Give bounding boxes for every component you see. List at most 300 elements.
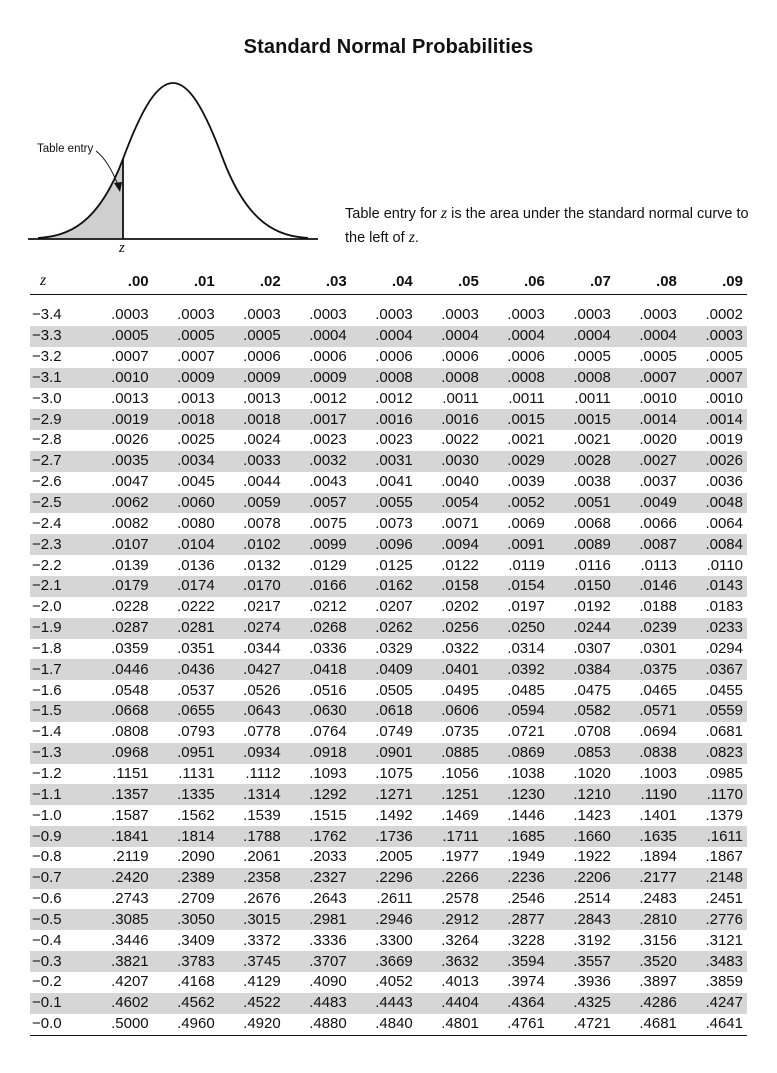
probability-cell: .0239: [615, 618, 681, 639]
probability-cell: .0594: [483, 701, 549, 722]
probability-cell: .3446: [111, 931, 149, 949]
probability-cell: .0968: [87, 743, 153, 764]
table-row: [30, 1014, 747, 1035]
probability-cell: .3669: [351, 951, 417, 972]
probability-cell: .0359: [111, 639, 149, 657]
probability-cell: .1660: [549, 826, 615, 847]
probability-cell: .0934: [219, 743, 285, 764]
spacer-cell: [30, 295, 747, 306]
probability-cell: .1762: [285, 826, 351, 847]
probability-cell: .0314: [507, 639, 545, 657]
probability-cell: .0526: [243, 681, 281, 699]
probability-cell: .0202: [441, 598, 479, 616]
column-header: .04: [351, 268, 417, 295]
probability-cell: .0233: [681, 618, 747, 639]
probability-cell: .3821: [87, 951, 153, 972]
z-value-cell: −2.2: [32, 556, 62, 574]
probability-cell: .3483: [681, 951, 747, 972]
probability-cell: .0256: [417, 618, 483, 639]
probability-cell: .1562: [177, 806, 215, 824]
probability-cell: .1788: [219, 826, 285, 847]
probability-cell: .2877: [483, 909, 549, 930]
probability-cell: .0268: [285, 618, 351, 639]
probability-cell: .0170: [219, 576, 285, 597]
z-value-cell: −3.2: [32, 348, 62, 366]
probability-cell: .4840: [351, 1014, 417, 1035]
probability-cell: .1170: [681, 784, 747, 805]
bell-curve: [38, 83, 308, 238]
probability-cell: .0032: [285, 451, 351, 472]
probability-cell: .0465: [639, 681, 677, 699]
probability-cell: .0262: [351, 618, 417, 639]
probability-cell: .1210: [549, 784, 615, 805]
z-value-cell: −2.3: [30, 534, 87, 555]
probability-cell: .3300: [375, 931, 413, 949]
table-header-row: [30, 268, 747, 295]
table-row: [30, 618, 747, 639]
probability-cell: .0166: [285, 576, 351, 597]
probability-cell: .0011: [574, 389, 611, 407]
probability-cell: .0287: [87, 618, 153, 639]
probability-cell: .0013: [111, 389, 149, 407]
probability-cell: .0901: [351, 743, 417, 764]
probability-cell: .0082: [111, 514, 149, 532]
probability-cell: .0107: [87, 534, 153, 555]
probability-cell: .0008: [483, 368, 549, 389]
probability-cell: .1401: [639, 806, 677, 824]
probability-cell: .0040: [441, 473, 479, 491]
probability-cell: .1020: [573, 764, 611, 782]
probability-cell: .0057: [285, 493, 351, 514]
probability-cell: .0183: [705, 598, 743, 616]
probability-cell: .0014: [615, 409, 681, 430]
probability-cell: .0003: [177, 306, 215, 324]
probability-cell: .0023: [309, 431, 347, 449]
probability-cell: .0139: [111, 556, 149, 574]
z-value-cell: −0.9: [30, 826, 87, 847]
probability-cell: .3897: [639, 973, 677, 991]
probability-cell: .0033: [219, 451, 285, 472]
probability-cell: .0192: [573, 598, 611, 616]
probability-cell: .0049: [615, 493, 681, 514]
probability-cell: .2611: [376, 890, 413, 908]
probability-cell: .0084: [681, 534, 747, 555]
probability-cell: .4364: [483, 993, 549, 1014]
probability-cell: .0207: [375, 598, 413, 616]
probability-cell: .0026: [111, 431, 149, 449]
probability-cell: .0951: [153, 743, 219, 764]
probability-cell: .0025: [177, 431, 215, 449]
probability-cell: .0080: [177, 514, 215, 532]
probability-cell: .0007: [681, 368, 747, 389]
z-value-cell: −1.0: [32, 806, 62, 824]
z-value-cell: −2.1: [30, 576, 87, 597]
probability-cell: .0668: [87, 701, 153, 722]
probability-cell: .1611: [681, 826, 747, 847]
probability-cell: .0018: [219, 409, 285, 430]
z-value-cell: −2.5: [30, 493, 87, 514]
probability-cell: .0344: [243, 639, 281, 657]
z-value-cell: −3.4: [32, 306, 62, 324]
z-value-cell: −2.0: [32, 598, 62, 616]
table-description: [345, 202, 765, 250]
probability-cell: .0009: [285, 368, 351, 389]
z-value-cell: −1.2: [32, 764, 62, 782]
z-value-cell: −3.1: [30, 368, 87, 389]
probability-cell: .2810: [615, 909, 681, 930]
table-entry-label: Table entry: [37, 143, 94, 155]
probability-cell: .0010: [705, 389, 743, 407]
probability-cell: .0146: [615, 576, 681, 597]
probability-cell: .0329: [375, 639, 413, 657]
table-row: [30, 909, 747, 930]
probability-cell: .1635: [615, 826, 681, 847]
probability-cell: .0749: [375, 723, 413, 741]
z-value-cell: −1.9: [30, 618, 87, 639]
column-header: .08: [615, 268, 681, 295]
table-row: [30, 513, 747, 534]
probability-cell: .1335: [153, 784, 219, 805]
probability-cell: .0029: [483, 451, 549, 472]
probability-cell: .1075: [375, 764, 413, 782]
probability-cell: .0013: [177, 389, 215, 407]
column-header: .01: [153, 268, 219, 295]
table-row: [30, 305, 747, 326]
probability-cell: .3156: [639, 931, 677, 949]
probability-cell: .0217: [243, 598, 281, 616]
probability-cell: .0021: [573, 431, 611, 449]
probability-cell: .0122: [441, 556, 479, 574]
probability-cell: .0045: [177, 473, 215, 491]
probability-cell: .4286: [615, 993, 681, 1014]
probability-cell: .0060: [153, 493, 219, 514]
table-body: [30, 295, 747, 1036]
probability-cell: .4721: [549, 1014, 615, 1035]
probability-cell: .0007: [177, 348, 215, 366]
column-header: .05: [417, 268, 483, 295]
probability-cell: .0475: [573, 681, 611, 699]
probability-table: [30, 268, 747, 1036]
probability-cell: .0044: [243, 473, 281, 491]
table-row: [30, 326, 747, 347]
probability-cell: .1736: [351, 826, 417, 847]
probability-cell: .2119: [112, 848, 149, 866]
table-row: [30, 993, 747, 1014]
probability-cell: .3050: [153, 909, 219, 930]
probability-cell: .0004: [417, 326, 483, 347]
table-row: [30, 930, 747, 951]
table-row: [30, 472, 747, 493]
probability-cell: .4602: [87, 993, 153, 1014]
probability-cell: .0367: [681, 659, 747, 680]
probability-cell: .1314: [219, 784, 285, 805]
z-value-cell: −2.4: [32, 514, 62, 532]
probability-cell: .0505: [375, 681, 413, 699]
probability-cell: .1056: [441, 764, 479, 782]
probability-cell: .3228: [507, 931, 545, 949]
table-row: [30, 639, 747, 660]
probability-cell: .0918: [285, 743, 351, 764]
probability-cell: .0007: [111, 348, 149, 366]
page-title: Standard Normal Probabilities: [243, 36, 534, 58]
shaded-area: [38, 159, 123, 238]
probability-cell: .0007: [615, 368, 681, 389]
table-row: [30, 368, 747, 389]
table-row: [30, 388, 747, 409]
probability-cell: .0618: [351, 701, 417, 722]
probability-cell: .1379: [705, 806, 743, 824]
probability-cell: .0019: [705, 431, 743, 449]
probability-cell: .0409: [351, 659, 417, 680]
probability-cell: .0004: [483, 326, 549, 347]
probability-cell: .0222: [177, 598, 215, 616]
probability-cell: .0068: [573, 514, 611, 532]
probability-cell: .3192: [573, 931, 611, 949]
probability-cell: .1038: [507, 764, 545, 782]
probability-cell: .0005: [219, 326, 285, 347]
probability-cell: .0022: [441, 431, 479, 449]
probability-cell: .3783: [153, 951, 219, 972]
probability-cell: .0089: [549, 534, 615, 555]
probability-cell: .0158: [417, 576, 483, 597]
table-row: [30, 451, 747, 472]
probability-cell: .0643: [219, 701, 285, 722]
probability-cell: .0035: [87, 451, 153, 472]
probability-cell: .0004: [615, 326, 681, 347]
description-text: Table entry for: [345, 206, 441, 222]
probability-cell: .0055: [351, 493, 417, 514]
probability-cell: .1492: [375, 806, 413, 824]
probability-cell: .2676: [243, 890, 281, 908]
table-row: [30, 597, 747, 618]
probability-cell: .0008: [549, 368, 615, 389]
z-value-cell: −0.3: [30, 951, 87, 972]
probability-cell: .2266: [417, 868, 483, 889]
probability-cell: .0059: [219, 493, 285, 514]
probability-cell: .0004: [549, 326, 615, 347]
column-header: .02: [219, 268, 285, 295]
probability-cell: .0016: [351, 409, 417, 430]
probability-cell: .0010: [639, 389, 677, 407]
probability-cell: .4920: [219, 1014, 285, 1035]
z-symbol: z: [440, 205, 448, 222]
probability-cell: .0008: [417, 368, 483, 389]
probability-cell: .0052: [483, 493, 549, 514]
probability-cell: .0485: [507, 681, 545, 699]
probability-cell: .2090: [177, 848, 215, 866]
probability-cell: .4681: [615, 1014, 681, 1035]
probability-cell: .2451: [705, 890, 743, 908]
probability-cell: .0537: [177, 681, 215, 699]
z-value-cell: −0.6: [32, 890, 62, 908]
probability-cell: .3085: [87, 909, 153, 930]
probability-cell: .1003: [639, 764, 677, 782]
probability-cell: .1446: [507, 806, 545, 824]
probability-cell: .0021: [507, 431, 545, 449]
probability-cell: .0150: [549, 576, 615, 597]
probability-cell: .0071: [441, 514, 479, 532]
probability-cell: .0005: [153, 326, 219, 347]
probability-cell: .3409: [177, 931, 215, 949]
z-value-cell: −0.7: [30, 868, 87, 889]
column-header: .09: [681, 268, 747, 295]
probability-cell: .0030: [417, 451, 483, 472]
probability-cell: .0018: [153, 409, 219, 430]
table-row: [30, 784, 747, 805]
probability-cell: .0655: [153, 701, 219, 722]
z-value-cell: −3.3: [30, 326, 87, 347]
probability-cell: .0125: [375, 556, 413, 574]
probability-cell: .3015: [219, 909, 285, 930]
table-row: [30, 972, 747, 993]
probability-cell: .0301: [639, 639, 677, 657]
probability-cell: .1093: [309, 764, 347, 782]
probability-cell: .4801: [417, 1014, 483, 1035]
probability-cell: .0012: [375, 389, 413, 407]
probability-cell: .0048: [681, 493, 747, 514]
probability-cell: .0495: [441, 681, 479, 699]
probability-cell: .0005: [87, 326, 153, 347]
probability-cell: .2912: [417, 909, 483, 930]
probability-cell: .2389: [153, 868, 219, 889]
table-row: [30, 534, 747, 555]
probability-cell: .0004: [285, 326, 351, 347]
z-value-cell: −0.8: [32, 848, 62, 866]
probability-cell: .0119: [508, 556, 545, 574]
description-text: .: [414, 230, 419, 246]
probability-cell: .0005: [705, 348, 743, 366]
table-row: [30, 659, 747, 680]
z-value-cell: −2.6: [32, 473, 62, 491]
probability-cell: .0003: [507, 306, 545, 324]
probability-cell: .0003: [243, 306, 281, 324]
probability-cell: .4443: [351, 993, 417, 1014]
probability-cell: .0006: [309, 348, 347, 366]
probability-cell: .1894: [639, 848, 677, 866]
probability-cell: .4483: [285, 993, 351, 1014]
probability-cell: .0016: [417, 409, 483, 430]
z-column-header: z: [30, 268, 87, 295]
probability-cell: .0721: [507, 723, 545, 741]
table-row: [30, 764, 747, 785]
probability-cell: .2420: [87, 868, 153, 889]
probability-cell: .3745: [219, 951, 285, 972]
probability-cell: .2643: [309, 890, 347, 908]
probability-cell: .3520: [615, 951, 681, 972]
probability-cell: .1357: [87, 784, 153, 805]
table-row: [30, 493, 747, 514]
probability-cell: .0051: [549, 493, 615, 514]
probability-cell: .0853: [549, 743, 615, 764]
z-value-cell: −0.4: [32, 931, 62, 949]
probability-cell: .0885: [417, 743, 483, 764]
probability-cell: .0869: [483, 743, 549, 764]
table-row: [30, 576, 747, 597]
probability-cell: .1131: [178, 764, 215, 782]
table-row: [30, 680, 747, 701]
probability-cell: .1977: [441, 848, 479, 866]
probability-cell: .0250: [483, 618, 549, 639]
probability-cell: .2358: [219, 868, 285, 889]
probability-cell: .0075: [309, 514, 347, 532]
probability-cell: .0006: [507, 348, 545, 366]
z-value-cell: −0.0: [30, 1014, 87, 1035]
probability-cell: .3372: [243, 931, 281, 949]
probability-cell: .0681: [705, 723, 743, 741]
probability-cell: .0351: [177, 639, 215, 657]
probability-cell: .0401: [417, 659, 483, 680]
probability-cell: .1814: [153, 826, 219, 847]
probability-cell: .4129: [243, 973, 281, 991]
probability-cell: .0516: [309, 681, 347, 699]
probability-cell: .3336: [309, 931, 347, 949]
probability-cell: .3707: [285, 951, 351, 972]
probability-cell: .0003: [573, 306, 611, 324]
probability-cell: .3859: [705, 973, 743, 991]
column-header: .00: [87, 268, 153, 295]
probability-cell: .0244: [549, 618, 615, 639]
probability-cell: .0228: [111, 598, 149, 616]
probability-cell: .1423: [573, 806, 611, 824]
z-value-cell: −2.9: [30, 409, 87, 430]
probability-cell: .0735: [441, 723, 479, 741]
probability-cell: .0002: [705, 306, 743, 324]
probability-cell: .0036: [705, 473, 743, 491]
probability-cell: .0003: [681, 326, 747, 347]
probability-cell: .0322: [441, 639, 479, 657]
probability-cell: .0154: [483, 576, 549, 597]
probability-cell: .0179: [87, 576, 153, 597]
probability-cell: .0005: [639, 348, 677, 366]
probability-cell: .0031: [351, 451, 417, 472]
table-row: [30, 347, 747, 368]
probability-cell: .0024: [243, 431, 281, 449]
probability-cell: .0011: [508, 389, 545, 407]
probability-cell: .0006: [243, 348, 281, 366]
probability-cell: .0003: [639, 306, 677, 324]
probability-cell: .3974: [507, 973, 545, 991]
probability-cell: .2981: [285, 909, 351, 930]
probability-cell: .0110: [706, 556, 743, 574]
probability-cell: .0094: [417, 534, 483, 555]
probability-cell: .1949: [507, 848, 545, 866]
probability-cell: .0559: [681, 701, 747, 722]
probability-cell: .0694: [639, 723, 677, 741]
probability-cell: .2327: [285, 868, 351, 889]
probability-cell: .0010: [87, 368, 153, 389]
probability-cell: .2776: [681, 909, 747, 930]
spacer-row: [30, 295, 747, 306]
probability-cell: .1230: [483, 784, 549, 805]
probability-cell: .0027: [615, 451, 681, 472]
probability-cell: .0212: [309, 598, 347, 616]
probability-cell: .0006: [375, 348, 413, 366]
probability-cell: .2033: [309, 848, 347, 866]
probability-cell: .1292: [285, 784, 351, 805]
probability-cell: .3632: [417, 951, 483, 972]
probability-cell: .0294: [705, 639, 743, 657]
z-value-cell: −0.5: [30, 909, 87, 930]
probability-cell: .0019: [87, 409, 153, 430]
probability-cell: .0418: [285, 659, 351, 680]
probability-cell: .4562: [153, 993, 219, 1014]
probability-cell: .0778: [243, 723, 281, 741]
probability-cell: .0020: [639, 431, 677, 449]
probability-cell: .0336: [309, 639, 347, 657]
probability-cell: .0764: [309, 723, 347, 741]
table-row: [30, 805, 747, 826]
probability-cell: .4404: [417, 993, 483, 1014]
